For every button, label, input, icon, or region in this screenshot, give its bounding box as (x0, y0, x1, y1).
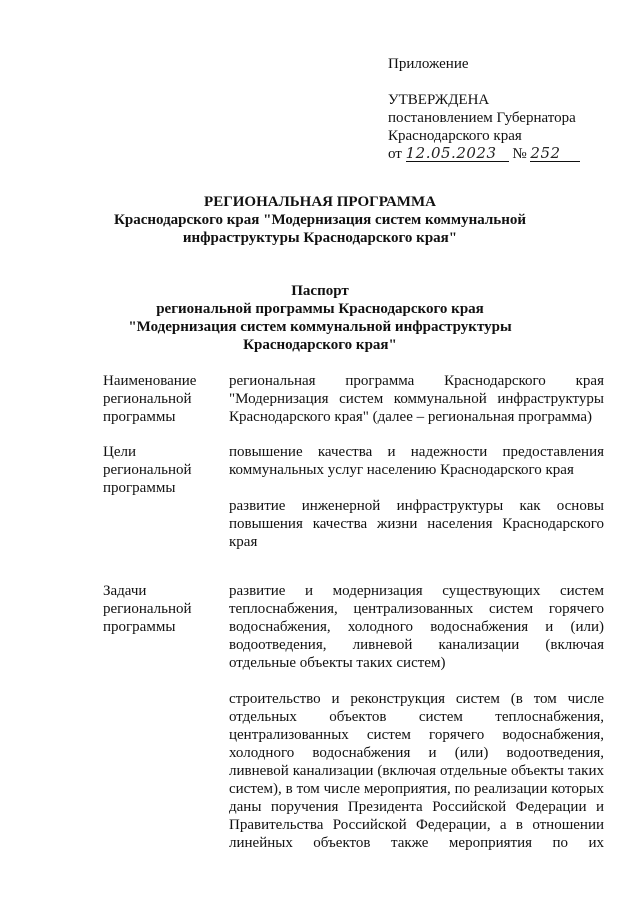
title-line-1: РЕГИОНАЛЬНАЯ ПРОГРАММА (204, 194, 436, 210)
approval-line-2: Краснодарского края (388, 128, 522, 144)
date-field (406, 146, 509, 162)
row-text (229, 582, 604, 870)
approval-date-line (388, 145, 628, 163)
row-text (229, 443, 604, 569)
title-line-2: Краснодарского края "Модернизация систем коммунальной (113, 212, 527, 228)
row-paragraph: повышение качества и надежности предоставления коммунальных услуг населению Краснодарского края (229, 444, 604, 478)
number-sign: № (512, 146, 527, 162)
number-field (530, 146, 580, 162)
handwritten-date: 12.05.2023 (405, 144, 497, 162)
passport-line-2: региональной программы Краснодарского края (156, 301, 484, 317)
approval-line-1: постановлением Губернатора (388, 110, 576, 126)
row-paragraph: строительство и реконструкция систем (в том числе отдельных объектов систем теплоснабжения, централизованных систем горячего водоснабжения, холодного водоснабжения и (или) водоотведения, ливневой канализации (включая отдельные объекты таких систем), в том числе мероприятия, по реализации которых даны поручения Президента Российской Федерации и Правительства Российской Федерации, а в отношении линейных объектов также мероприятия по их (229, 691, 604, 851)
row-paragraph: развитие и модернизация существующих систем теплоснабжения, централизованных систем горячего водоснабжения, холодного водоснабжения и (или) водоотведения, ливневой канализации (включая отдельные объекты таких систем) (229, 583, 604, 671)
program-title (80, 193, 560, 247)
row-text (229, 372, 604, 444)
row-label: Цели региональной программы (103, 444, 192, 496)
approved-label: УТВЕРЖДЕНА (388, 92, 490, 108)
passport-line-4: Краснодарского края" (243, 337, 397, 353)
title-line-3: инфраструктуры Краснодарского края" (182, 230, 458, 246)
row-label: Наименование региональной программы (103, 373, 197, 425)
approval-block (388, 55, 628, 163)
row-label: Задачи региональной программы (103, 583, 192, 635)
row-paragraph: развитие инженерной инфраструктуры как основы повышения качества жизни населения Краснодарского края (229, 498, 604, 550)
appendix-label: Приложение (388, 56, 469, 72)
passport-line-3: "Модернизация систем коммунальной инфраструктуры (128, 319, 512, 335)
passport-line-1: Паспорт (291, 283, 349, 299)
passport-heading (80, 282, 560, 354)
handwritten-number: 252 (530, 144, 561, 162)
date-prefix: от (388, 146, 402, 162)
row-paragraph: региональная программа Краснодарского края "Модернизация систем коммунальной инфраструктуры Краснодарского края" (далее – региональная программа) (229, 373, 604, 425)
